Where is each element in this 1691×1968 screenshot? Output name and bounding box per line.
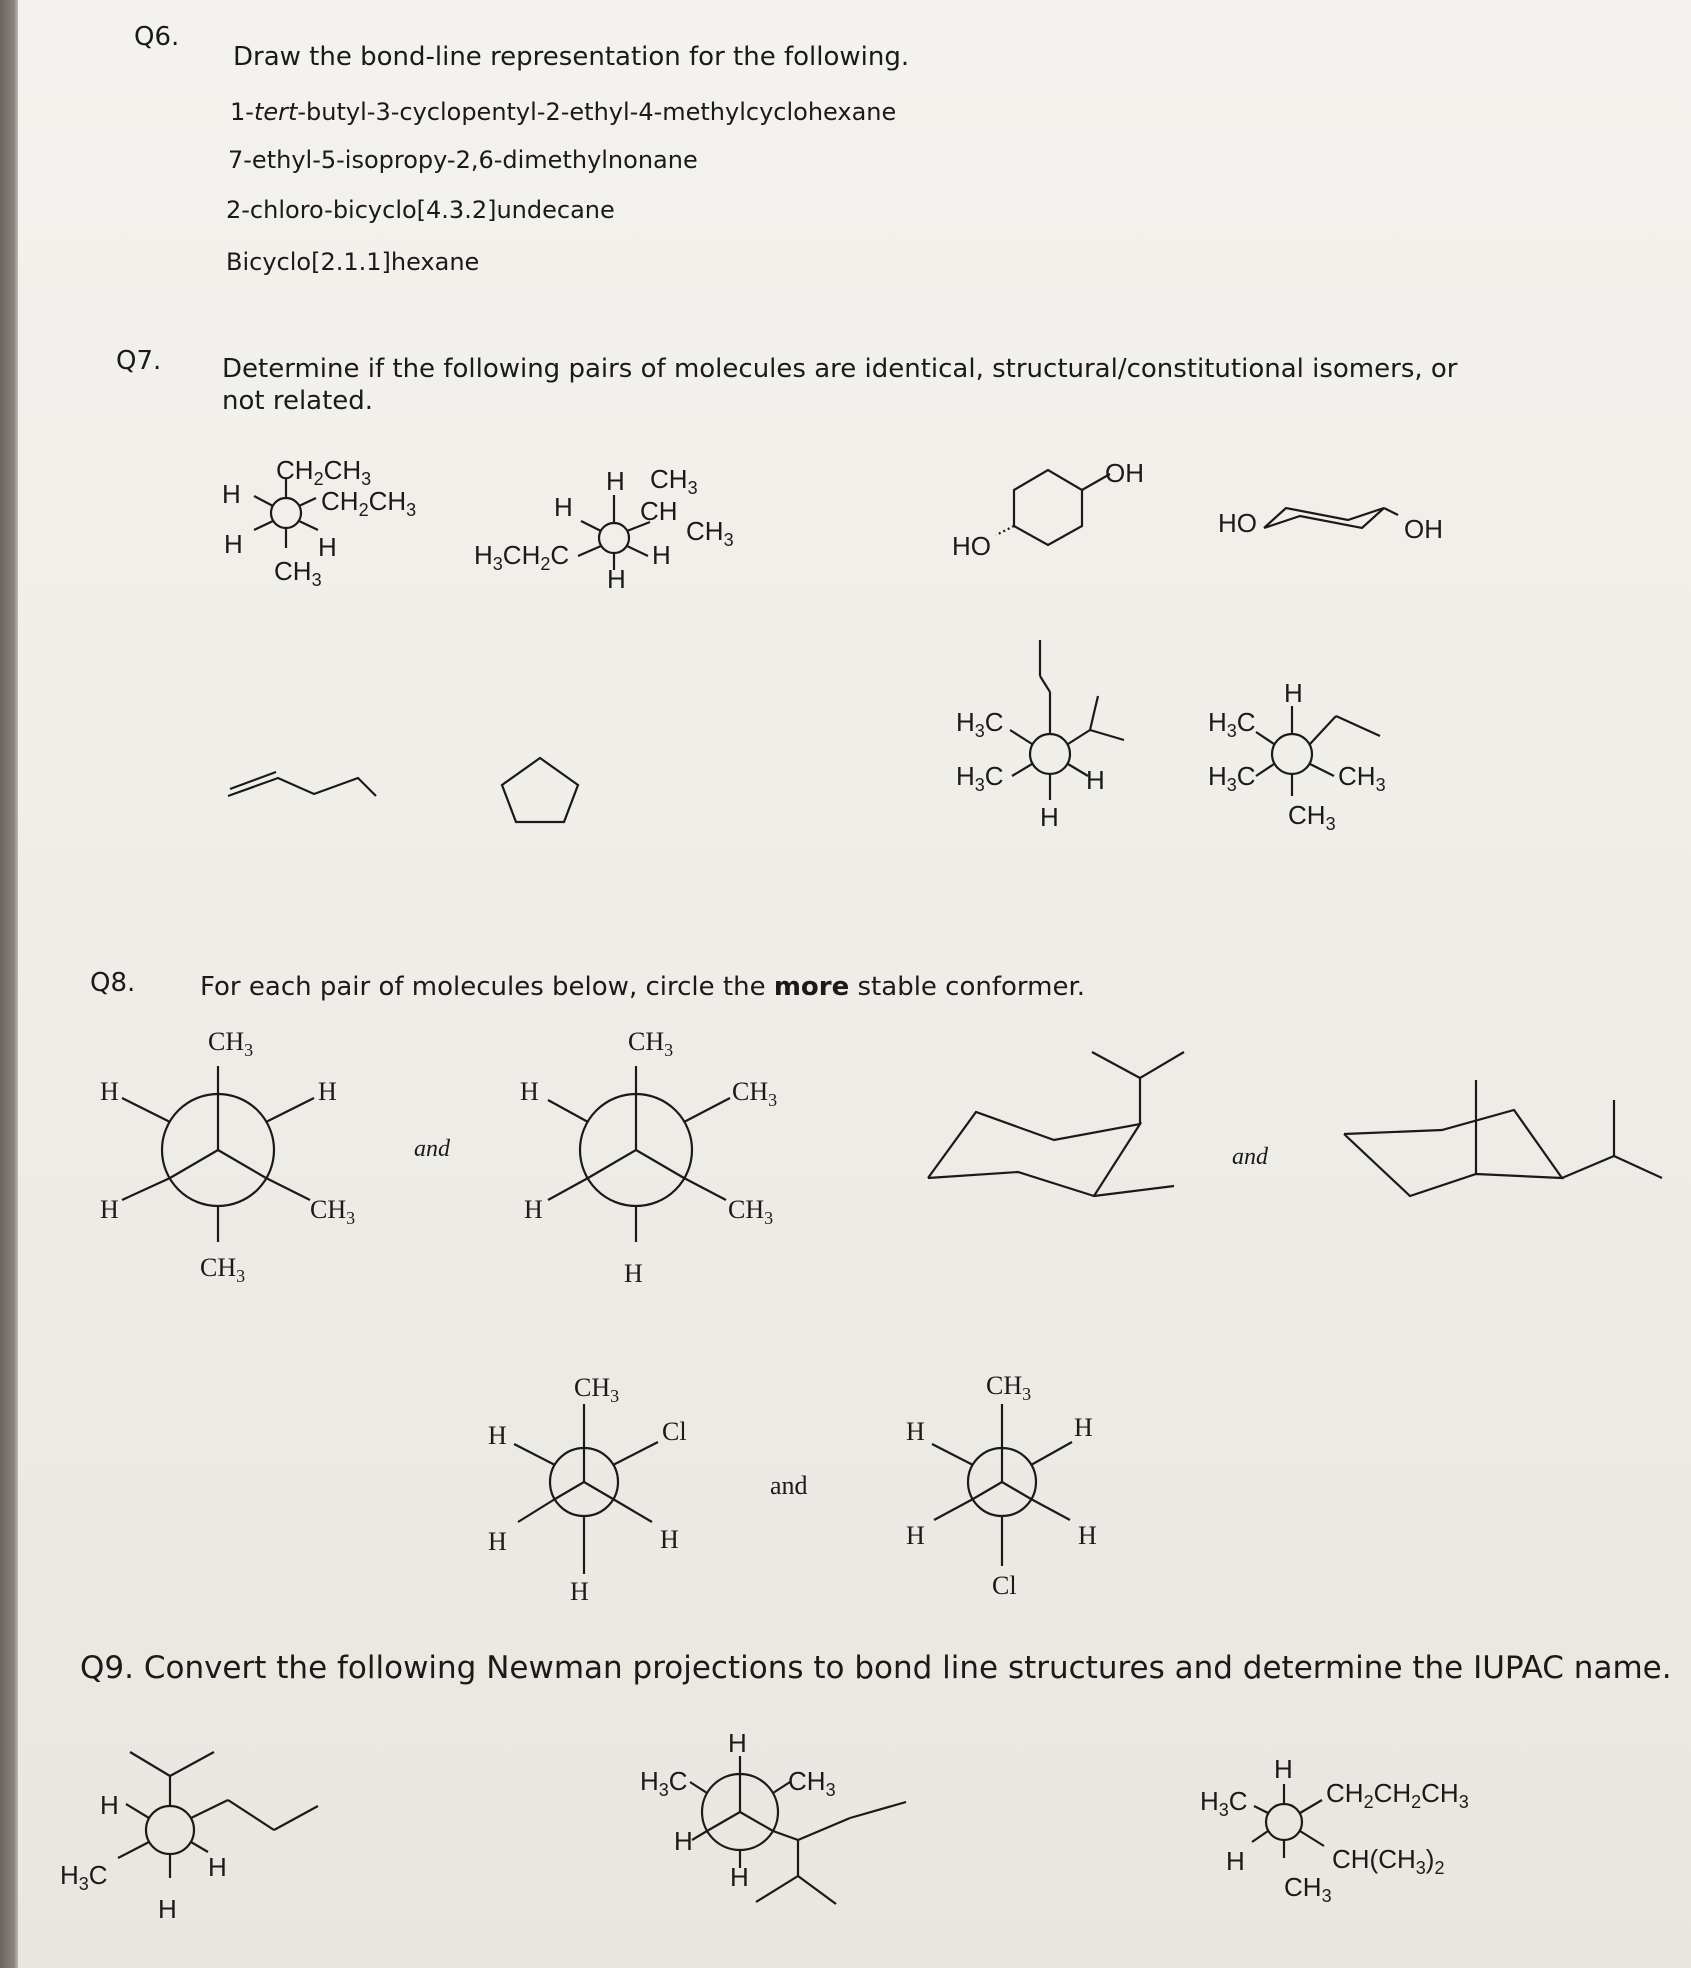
q8-chair-a: [928, 1052, 1184, 1196]
label-ho: HO: [1218, 508, 1257, 538]
label-ch3: $CH_3$: [1338, 761, 1386, 795]
label-h: H: [318, 532, 337, 562]
q7-newman-1: [222, 455, 416, 590]
label-cl: Cl: [662, 1417, 687, 1446]
label-h3c: $H_3C$: [1208, 761, 1256, 795]
label-cl: Cl: [992, 1571, 1017, 1600]
label-h3c: $H_3C$: [956, 707, 1004, 741]
label-h: H: [1074, 1413, 1093, 1442]
label-h: H: [1274, 1754, 1293, 1784]
label-ch: CH: [640, 496, 678, 526]
label-h3c: $H_3C$: [640, 1766, 688, 1800]
label-ch2ch3-right: $CH_2CH_3$: [321, 486, 417, 520]
label-h: H: [100, 1077, 119, 1106]
q7-cyclohexanediol-chair: [1218, 508, 1443, 544]
label-h: H: [224, 529, 243, 559]
label-h: H: [1226, 1846, 1245, 1876]
label-ch3: $CH_3$: [628, 1027, 674, 1060]
q8-newman-b: [520, 1027, 777, 1288]
q6-item-4: Bicyclo[2.1.1]hexane: [226, 248, 480, 276]
label-ch3: $CH_3$: [200, 1253, 246, 1286]
q8-and-2: and: [1232, 1144, 1268, 1170]
q9-newman-1: [60, 1752, 318, 1924]
label-ch3: $CH_3$: [732, 1077, 778, 1110]
q8-number: Q8.: [90, 968, 136, 998]
label-h: H: [1040, 802, 1059, 832]
q9-newman-2: [640, 1728, 906, 1904]
label-oh: OH: [1404, 514, 1443, 544]
label-h: H: [606, 466, 625, 496]
q8-prompt: For each pair of molecules below, circle the more stable conformer.: [200, 972, 1086, 1002]
label-h: H: [488, 1421, 507, 1450]
label-h3ch2c: $H_3CH_2C$: [474, 540, 570, 574]
structures-canvas: [18, 0, 1691, 1968]
label-ch3: $CH_3$: [574, 1373, 620, 1406]
label-h: H: [674, 1826, 693, 1856]
q7-number: Q7.: [116, 346, 162, 376]
q6-prompt: Draw the bond-line representation for the following.: [233, 42, 910, 72]
q8-and-1: and: [414, 1136, 450, 1162]
q9-newman-3: [1200, 1754, 1469, 1906]
label-h: H: [906, 1417, 925, 1446]
q7-butene: [228, 772, 376, 796]
label-h: H: [906, 1521, 925, 1550]
label-oh: OH: [1105, 458, 1144, 488]
label-h: H: [624, 1259, 643, 1288]
q8-chair-b: [1344, 1080, 1662, 1196]
label-ch3: $CH_3$: [208, 1027, 254, 1060]
label-h: H: [1078, 1521, 1097, 1550]
q7-prompt-line2: not related.: [222, 386, 374, 416]
label-ch2ch3-top: $CH_2CH_3$: [276, 455, 372, 489]
q7-prompt: Determine if the following pairs of molecules are identical, structural/constitutional isomers, or: [222, 354, 1458, 384]
label-ch3: $CH_3$: [1288, 800, 1336, 834]
q7-newman-3: [956, 640, 1124, 832]
label-ch3: $CH_3$: [686, 516, 734, 550]
label-ch3: $CH_3$: [650, 464, 698, 498]
q6-number: Q6.: [134, 22, 180, 52]
q7-cyclopentane: [502, 758, 578, 822]
label-h: H: [660, 1525, 679, 1554]
label-h: H: [607, 564, 626, 594]
label-h: H: [652, 540, 671, 570]
label-chch32: $CH(CH_3)_2$: [1332, 1844, 1445, 1878]
q8-newman-a: [100, 1027, 355, 1286]
label-h: H: [158, 1894, 177, 1924]
label-h: H: [570, 1577, 589, 1606]
label-ch2ch2ch3: $CH_2CH_2CH_3$: [1326, 1778, 1469, 1812]
label-h: H: [1086, 765, 1105, 795]
q6-item-3: 2-chloro-bicyclo[4.3.2]undecane: [226, 196, 615, 224]
label-h: H: [318, 1077, 337, 1106]
worksheet-page: [18, 0, 1691, 1968]
label-h: H: [524, 1195, 543, 1224]
label-h: H: [100, 1790, 119, 1820]
label-ch3: $CH_3$: [1284, 1872, 1332, 1906]
label-h: H: [730, 1862, 749, 1892]
q7-newman-4: [1208, 678, 1386, 834]
label-ch3: $CH_3$: [728, 1195, 774, 1228]
label-h: H: [100, 1195, 119, 1224]
q9-prompt: Q9. Convert the following Newman projections to bond line structures and determine the IUPAC name.: [80, 1650, 1672, 1686]
label-h: H: [208, 1852, 227, 1882]
q6-item-1: 1-tert-butyl-3-cyclopentyl-2-ethyl-4-methylcyclohexane: [230, 98, 897, 126]
q8-newman-c: [488, 1373, 687, 1606]
label-h3c: $H_3C$: [60, 1860, 108, 1894]
q7-newman-2: [474, 464, 734, 594]
label-h3c: $H_3C$: [1208, 707, 1256, 741]
label-ho: HO: [952, 531, 991, 561]
label-ch3: $CH_3$: [310, 1195, 356, 1228]
label-h: H: [222, 479, 241, 509]
label-h: H: [488, 1527, 507, 1556]
label-ch3: $CH_3$: [986, 1371, 1032, 1404]
q6-item-2: 7-ethyl-5-isopropy-2,6-dimethylnonane: [228, 146, 698, 174]
label-h: H: [554, 492, 573, 522]
label-h: H: [728, 1728, 747, 1758]
label-ch3: $CH_3$: [788, 1766, 836, 1800]
q8-and-3: and: [770, 1471, 808, 1500]
label-h: H: [1284, 678, 1303, 708]
label-ch3: $CH_3$: [274, 556, 322, 590]
label-h: H: [520, 1077, 539, 1106]
q8-newman-d: [906, 1371, 1097, 1600]
label-h3c: $H_3C$: [1200, 1786, 1248, 1820]
label-h3c: $H_3C$: [956, 761, 1004, 795]
q7-cyclohexanediol-flat: [952, 458, 1144, 561]
